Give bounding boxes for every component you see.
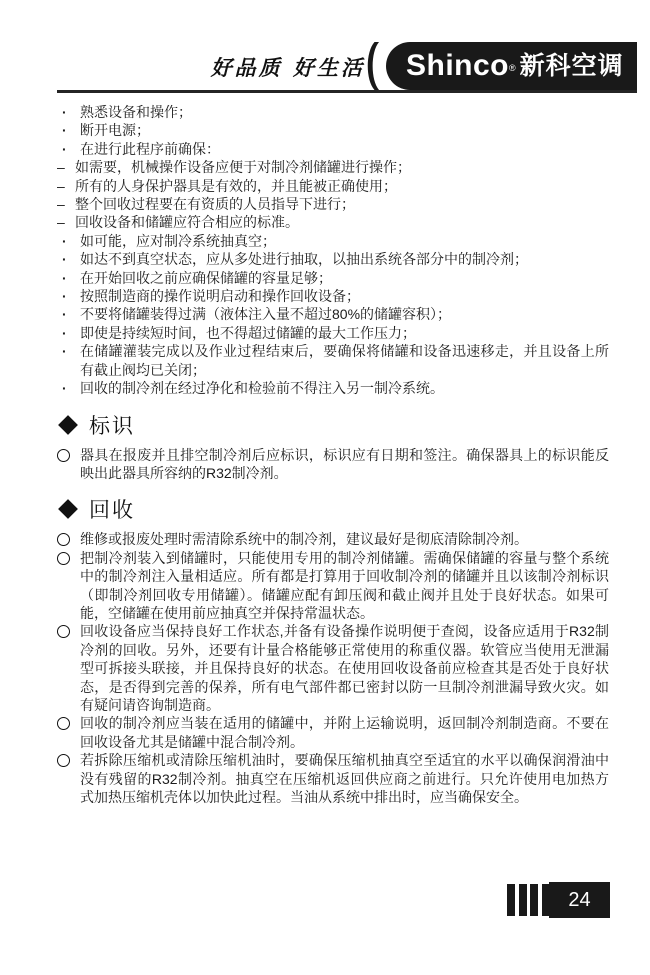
list-item-text: 不要将储罐装得过满（液体注入量不超过80%的储罐容积）； bbox=[80, 306, 452, 323]
list-item-text: 如可能，应对制冷系统抽真空； bbox=[80, 232, 276, 249]
list-item-text: 在储罐灌装完成以及作业过程结束后，要确保将储罐和设备迅速移走，并且设备上所有截止阀均已关闭； bbox=[80, 343, 609, 378]
list-item bbox=[57, 195, 609, 213]
section-item-text: 回收的制冷剂应当装在适用的储罐中，并附上运输说明，返回制冷剂制造商。不要在回收设备尤其是储罐中混合制冷剂。 bbox=[80, 715, 609, 750]
section-heading bbox=[57, 496, 609, 522]
page-number: 24 bbox=[568, 888, 591, 911]
section-item-text: 器具在报废并且排空制冷剂后应标识，标识应有日期和签注。确保器具上的标识能反映出此器具所容纳的R32制冷剂。 bbox=[80, 446, 609, 481]
section-item bbox=[57, 530, 609, 548]
section-item bbox=[57, 549, 609, 623]
section-title: 回收 bbox=[89, 499, 135, 523]
brand-slogan: 好品质 好生活 bbox=[210, 55, 365, 80]
bullet-marker: · bbox=[62, 343, 67, 360]
list-item-text: 回收的制冷剂在经过净化和检验前不得注入另一制冷系统。 bbox=[80, 380, 444, 397]
list-item-text: 所有的人身保护器具是有效的，并且能被正确使用； bbox=[75, 177, 397, 194]
list-item-text: 如达不到真空状态，应从多处进行抽取，以抽出系统各部分中的制冷剂； bbox=[80, 251, 528, 268]
list-item-text: 断开电源； bbox=[80, 122, 150, 139]
bullet-marker: · bbox=[62, 104, 67, 120]
circle-marker-icon bbox=[57, 549, 80, 623]
list-item bbox=[57, 379, 609, 397]
bullet-marker: · bbox=[62, 269, 67, 286]
section-item-list bbox=[57, 446, 609, 483]
section-item-text: 若拆除压缩机或清除压缩机油时，要确保压缩机抽真空至适宜的水平以确保润滑油中没有残留的R32制冷剂。抽真空在压缩机返回供应商之前进行。只允许使用电加热方式加热压缩机壳体以加快此过程。当油从系统中排出时，应当确保安全。 bbox=[80, 752, 609, 805]
section-item-text: 回收设备应当保持良好工作状态,并备有设备操作说明便于查阅，设备应适用于R32制冷剂的回收。另外，还要有计量合格能够正常使用的称重仪器。软管应当使用无泄漏型可拆接头联接，并且保持良好的状态。在使用回收设备前应检查其是否处于良好状态，是否得到完善的保养，所有电气部件都已密封以防一旦制冷剂泄漏导致火灾。如有疑问请咨询制造商。 bbox=[80, 623, 609, 713]
list-item-text: 在进行此程序前确保： bbox=[80, 140, 220, 157]
section-item bbox=[57, 622, 609, 714]
circle-marker-icon bbox=[57, 622, 80, 714]
brand-name: Shinco bbox=[406, 49, 510, 82]
list-item-text: 回收设备和储罐应符合相应的标准。 bbox=[75, 214, 299, 231]
list-item bbox=[57, 103, 609, 121]
bullet-marker: – bbox=[57, 177, 65, 194]
list-item bbox=[57, 232, 609, 250]
list-item-text: 整个回收过程要在有资质的人员指导下进行； bbox=[75, 196, 355, 213]
page-number-badge bbox=[549, 882, 610, 918]
list-item bbox=[57, 305, 609, 323]
procedure-list bbox=[57, 103, 609, 398]
section-item bbox=[57, 714, 609, 751]
list-item bbox=[57, 287, 609, 305]
bullet-marker: · bbox=[62, 232, 67, 249]
section-identification bbox=[57, 412, 609, 483]
registered-mark-icon: ® bbox=[509, 62, 516, 73]
circle-marker-icon bbox=[57, 751, 80, 806]
list-item bbox=[57, 158, 609, 176]
section-title: 标识 bbox=[89, 414, 135, 438]
circle-marker-icon bbox=[57, 714, 80, 751]
bullet-marker: · bbox=[62, 288, 67, 305]
list-item bbox=[57, 250, 609, 268]
bullet-marker: · bbox=[62, 324, 67, 341]
section-item bbox=[57, 446, 609, 483]
section-item-text: 维修或报废处理时需清除系统中的制冷剂，建议最好是彻底清除制冷剂。 bbox=[80, 531, 528, 548]
circle-marker-icon bbox=[57, 446, 80, 483]
list-item-text: 熟悉设备和操作； bbox=[80, 104, 192, 120]
logo-box bbox=[386, 42, 637, 90]
section-heading bbox=[57, 412, 609, 438]
list-item bbox=[57, 269, 609, 287]
list-item-text: 在开始回收之前应确保储罐的容量足够； bbox=[80, 269, 332, 286]
diamond-icon bbox=[58, 499, 78, 519]
section-item-text: 把制冷剂装入到储罐时，只能使用专用的制冷剂储罐。需确保储罐的容量与整个系统中的制冷剂注入量相适应。所有都是打算用于回收制冷剂的储罐并且以该制冷剂标识（即制冷剂回收专用储罐）。储罐应配有卸压阀和截止阀并且处于良好状态。如果可能，空储罐在使用前应抽真空并保持常温状态。 bbox=[80, 549, 609, 621]
bullet-marker: · bbox=[62, 140, 67, 157]
section-recovery bbox=[57, 496, 609, 806]
brand-logo bbox=[366, 42, 637, 90]
bullet-marker: – bbox=[57, 214, 65, 231]
bullet-marker: · bbox=[62, 122, 67, 139]
list-item-text: 按照制造商的操作说明启动和操作回收设备； bbox=[80, 288, 360, 305]
list-item-text: 如需要，机械操作设备应便于对制冷剂储罐进行操作； bbox=[75, 159, 411, 176]
bullet-marker: · bbox=[62, 380, 67, 397]
diamond-icon bbox=[58, 415, 78, 435]
page-body bbox=[57, 103, 609, 810]
list-item bbox=[57, 177, 609, 195]
section-item-list bbox=[57, 530, 609, 806]
circle-marker-icon bbox=[57, 530, 80, 548]
page-marker-bars-icon bbox=[507, 884, 550, 916]
brand-name-chinese: 新科空调 bbox=[519, 51, 624, 80]
header-divider bbox=[57, 90, 637, 93]
list-item-text: 即使是持续短时间，也不得超过储罐的最大工作压力； bbox=[80, 324, 416, 341]
bullet-marker: – bbox=[57, 196, 65, 213]
list-item bbox=[57, 324, 609, 342]
list-item bbox=[57, 342, 609, 379]
section-item bbox=[57, 751, 609, 806]
bullet-marker: – bbox=[57, 159, 65, 176]
bullet-marker: · bbox=[62, 251, 67, 268]
logo-crescent-icon bbox=[366, 42, 386, 90]
list-item bbox=[57, 121, 609, 139]
list-item bbox=[57, 213, 609, 231]
list-item bbox=[57, 140, 609, 158]
bullet-marker: · bbox=[62, 306, 67, 323]
